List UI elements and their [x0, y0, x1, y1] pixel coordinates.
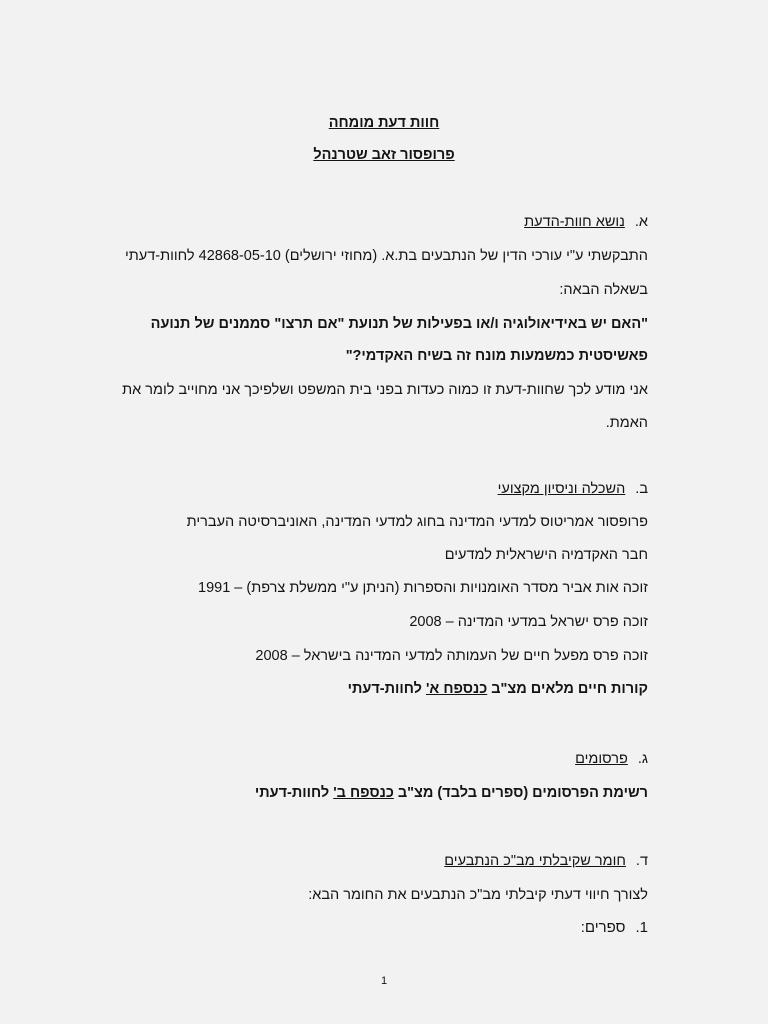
section-a-line-2: בשאלה הבאה: — [559, 282, 648, 298]
section-d-intro: לצורך חיווי דעתי קיבלתי מב"כ הנתבעים את החומר הבא: — [308, 887, 648, 903]
section-a-heading: נושא חוות-הדעת — [524, 214, 625, 230]
section-a-question-2: פאשיסטית כמשמעות מונח זה בשיח האקדמי?" — [345, 348, 648, 364]
section-a-closing-1: אני מודע לכך שחוות-דעת זו כמוה כעדות בפני בית המשפט ושלפיכך אני מחוייב לומר את — [122, 382, 648, 398]
section-c-label: ג. — [637, 751, 648, 767]
pub-text-pre: רשימת הפרסומים (ספרים בלבד) מצ"ב — [393, 785, 648, 801]
item-number: 1. — [635, 919, 648, 936]
section-a-question-1: "האם יש באידיאולוגיה ו/או בפעילות של תנועת "אם תרצו" סממנים של תנועה — [150, 316, 648, 332]
cv-text-post: לחוות-דעתי — [347, 681, 426, 697]
section-a-label: א. — [634, 214, 648, 230]
section-b-header — [108, 479, 648, 499]
section-b-line-4: זוכה פרס ישראל במדעי המדינה – 2008 — [409, 614, 648, 630]
item-label: ספרים: — [580, 919, 626, 936]
document-title: חוות דעת מומחה — [328, 115, 440, 131]
section-d-heading: חומר שקיבלתי מב"כ הנתבעים — [444, 853, 626, 869]
section-a-closing-2: האמת. — [605, 415, 648, 431]
section-c-header — [108, 749, 648, 769]
section-a-line-1: התבקשתי ע"י עורכי הדין של הנתבעים בת.א. (מחוזי ירושלים) 42868-05-10 לחוות-דעתי — [125, 248, 648, 264]
pub-text-post: לחוות-דעתי — [254, 785, 334, 801]
cv-text-pre: קורות חיים מלאים מצ"ב — [487, 681, 648, 697]
appendix-b-ref: כנספח ב' — [333, 785, 394, 801]
page-number: 1 — [380, 975, 388, 987]
section-b-cv-line — [108, 679, 648, 699]
section-a-header — [108, 212, 648, 232]
section-b-line-5: זוכה פרס מפעל חיים של העמותה למדעי המדינה בישראל – 2008 — [255, 648, 648, 664]
section-d-item-1 — [108, 918, 648, 938]
section-b-line-2: חבר האקדמיה הישראלית למדעים — [444, 547, 648, 563]
section-b-line-1: פרופסור אמריטוס למדעי המדינה בחוג למדעי המדינה, האוניברסיטה העברית — [186, 514, 648, 530]
section-d-label: ד. — [635, 853, 648, 869]
appendix-a-ref: כנספח א' — [425, 681, 488, 697]
section-c-pub-line — [108, 783, 648, 803]
section-c-heading: פרסומים — [575, 751, 628, 767]
section-b-heading: השכלה וניסיון מקצועי — [497, 481, 626, 497]
document-author: פרופסור זאב שטרנהל — [313, 147, 455, 163]
section-b-line-3: זוכה אות אביר מסדר האומנויות והספרות (הניתן ע"י ממשלת צרפת) – 1991 — [198, 580, 648, 596]
section-d-header — [108, 851, 648, 871]
section-b-label: ב. — [635, 481, 648, 497]
